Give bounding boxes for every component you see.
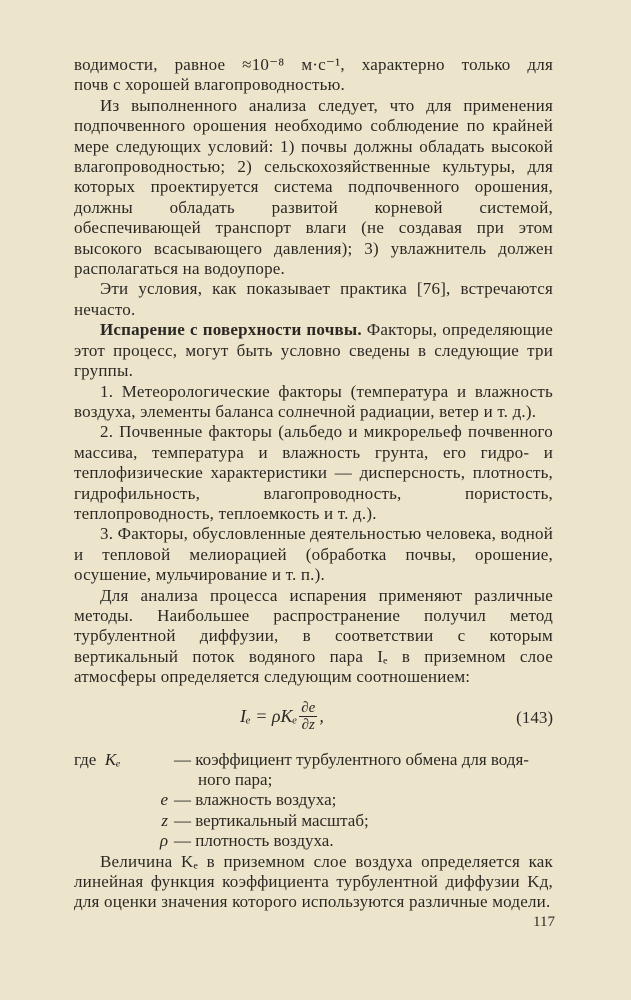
paragraph-6: 2. Почвенные факторы (альбедо и микрорельеф почвенного массива, температура и влажность грунта, его гидро- и теплофизические характеристики — дисперсность, плотность, гидрофильность, влагопроводность, пористость, теплопроводность, теплоемкость и т. д.). [74, 422, 553, 523]
formula-expression [240, 700, 324, 733]
definition-symbol [74, 750, 168, 770]
equation-number: (143) [516, 707, 553, 727]
definition-item [74, 790, 553, 810]
definition-desc: — влажность воздуха; [174, 790, 337, 810]
paragraph-8: Для анализа процесса испарения применяют различные методы. Наибольшее распространение получил метод турбулентной диффузии, в соответствии с которым вертикальный поток водяного пара Iₑ в приземном слое атмосферы определяется следующим соотношением: [74, 585, 553, 687]
definition-desc: — плотность воздуха. [174, 831, 334, 851]
definition-symbol-text: Kₑ [104, 749, 121, 769]
paragraph-1-line-2: почв с хорошей влагопроводностью. [74, 75, 345, 95]
paragraph-1-line-1: водимости, равное ≈10⁻⁸ м·с⁻¹, характерно только для [74, 55, 553, 74]
section-heading: Испарение с поверхности почвы. [100, 320, 362, 340]
body-text [74, 55, 553, 688]
definition-desc: — коэффициент турбулентного обмена для водя- [174, 749, 529, 769]
paragraph-4 [74, 320, 553, 381]
formula-numerator: ∂e [301, 699, 316, 716]
paragraph-4-text: Факторы, определяющие этот процесс, могут быть условно сведены в следующие три группы. [74, 320, 553, 381]
paragraph-3: Эти условия, как показывает практика [76], встречаются нечасто. [74, 279, 553, 319]
closing-text [74, 852, 553, 913]
definition-desc: — вертикальный масштаб; [174, 810, 369, 830]
definition-item [74, 750, 553, 791]
definitions-list [74, 750, 553, 852]
definition-symbol: e [160, 790, 168, 810]
paragraph-9: Величина Kₑ в приземном слое воздуха определяется как линейная функция коэффициента турбулентной диффузии Kд, для оценки значения которого используются различные модели. [74, 851, 553, 912]
formula-lhs: Iₑ = ρKₑ [240, 705, 298, 726]
definition-symbol: z [161, 810, 168, 830]
formula-tail: , [319, 705, 324, 726]
definition-symbol: ρ [159, 831, 168, 851]
where-word: где [74, 749, 97, 769]
formula-143 [74, 694, 553, 746]
definition-item [74, 831, 553, 851]
page-number: 117 [533, 914, 555, 930]
formula-denominator: ∂z [301, 716, 315, 733]
definition-item [74, 811, 553, 831]
paragraph-2: Из выполненного анализа следует, что для применения подпочвенного орошения необходимо соблюдение по крайней мере следующих условий: 1) почвы должны обладать высокой влагопроводностью; 2) сельскохозяйственные культуры, для которых проектируется система подпочвенного орошения, должны обладать развитой корневой системой, обеспечивающей транспорт влаги (не создавая при этом высокого всасывающего давления); 3) увлажнитель должен располагаться на водоупоре. [74, 95, 553, 279]
definition-desc-cont: ного пара; [198, 770, 273, 789]
paragraph-5: 1. Метеорологические факторы (температура и влажность воздуха, элементы баланса солнечной радиации, ветер и т. д.). [74, 381, 553, 421]
paragraph-7: 3. Факторы, обусловленные деятельностью человека, водной и тепловой мелиорацией (обработка почвы, орошение, осушение, мульчирование и т. п.). [74, 524, 553, 585]
formula-fraction [299, 700, 317, 733]
